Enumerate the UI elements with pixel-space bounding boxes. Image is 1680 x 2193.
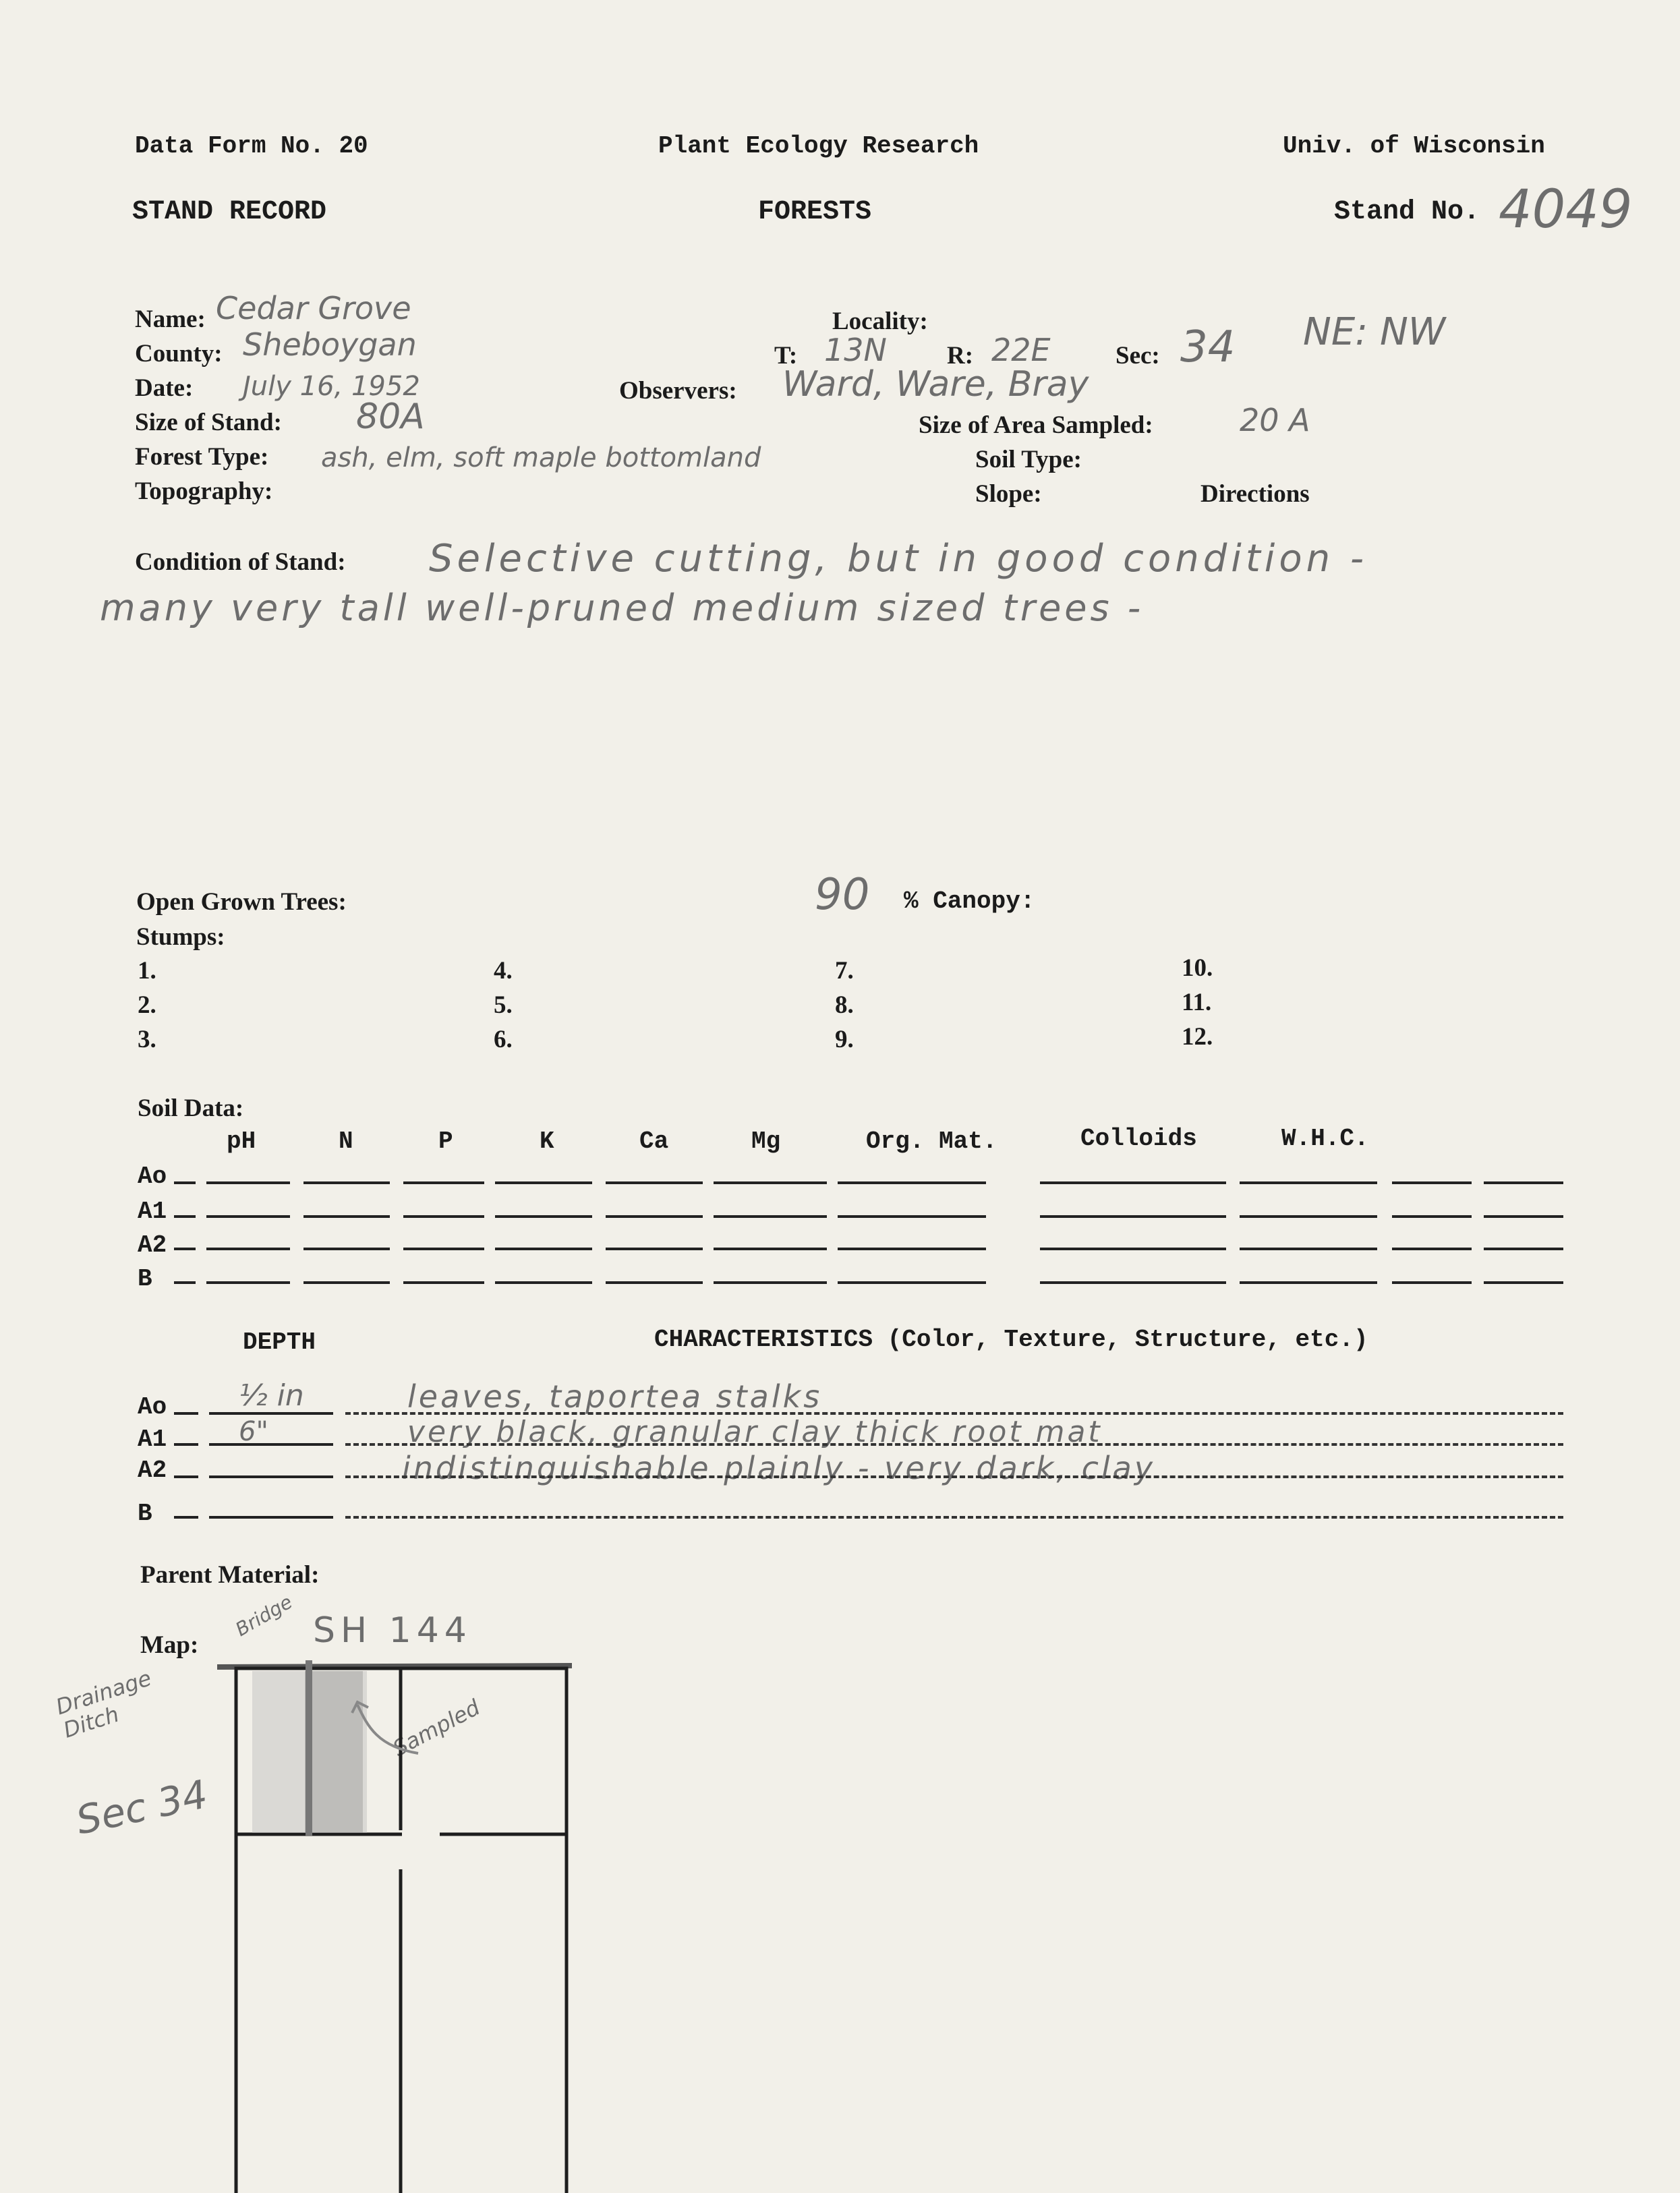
forest-type-value: ash, elm, soft maple bottomland bbox=[321, 442, 761, 473]
parent-material-label: Parent Material: bbox=[140, 1561, 320, 1589]
soil-col-ca: Ca bbox=[639, 1128, 669, 1155]
canopy-value: 90 bbox=[815, 870, 870, 920]
profile-text-a2: indistinguishable plainly - very dark, clay bbox=[402, 1450, 1156, 1486]
soil-col-whc: W.H.C. bbox=[1281, 1125, 1369, 1152]
size-label: Size of Stand: bbox=[135, 409, 282, 436]
condition-line-1: Selective cutting, but in good condition - bbox=[429, 537, 1368, 581]
soil-horizon-a2: A2 bbox=[138, 1231, 167, 1259]
stump-7: 7. bbox=[835, 957, 854, 985]
map-sampled-area bbox=[305, 1671, 363, 1833]
condition-label: Condition of Stand: bbox=[135, 548, 346, 576]
slope-label: Slope: bbox=[975, 480, 1042, 508]
soil-col-k: K bbox=[540, 1128, 554, 1155]
depth-header: DEPTH bbox=[243, 1328, 316, 1356]
open-grown-trees-label: Open Grown Trees: bbox=[136, 888, 347, 916]
map-section-label: Sec 34 bbox=[72, 1771, 212, 1844]
soil-horizon-ao: Ao bbox=[138, 1163, 167, 1190]
soil-col-n: N bbox=[339, 1128, 353, 1155]
form-number: Data Form No. 20 bbox=[135, 132, 368, 160]
date-label: Date: bbox=[135, 374, 194, 402]
soil-data-label: Soil Data: bbox=[138, 1094, 244, 1122]
profile-horizon-b: B bbox=[138, 1500, 152, 1527]
area-sampled-value: 20 A bbox=[1240, 402, 1310, 438]
stump-9: 9. bbox=[835, 1026, 854, 1053]
record-type: STAND RECORD bbox=[132, 197, 327, 227]
stump-6: 6. bbox=[494, 1026, 513, 1053]
profile-horizon-ao: Ao bbox=[138, 1393, 167, 1421]
quarter-section-value: NE: NW bbox=[1303, 310, 1446, 354]
map-sampled-label: Sampled bbox=[388, 1694, 484, 1761]
county-label: County: bbox=[135, 340, 223, 368]
stump-5: 5. bbox=[494, 991, 513, 1019]
map-road-label: SH 144 bbox=[313, 1610, 472, 1651]
profile-text-a1: very black, granular clay thick root mat bbox=[407, 1415, 1103, 1449]
profile-horizon-a1: A1 bbox=[138, 1426, 167, 1453]
soil-col-colloids: Colloids bbox=[1080, 1125, 1197, 1152]
stand-number-label: Stand No. bbox=[1334, 197, 1480, 227]
map-bridge-label: Bridge bbox=[231, 1590, 297, 1641]
stumps-label: Stumps: bbox=[136, 923, 225, 951]
characteristics-header: CHARACTERISTICS (Color, Texture, Structure, etc.) bbox=[654, 1326, 1368, 1353]
soil-col-ph: pH bbox=[227, 1128, 256, 1155]
county-value: Sheboygan bbox=[243, 326, 417, 363]
profile-horizon-a2: A2 bbox=[138, 1457, 167, 1484]
map-ditch-label: Drainage Ditch bbox=[53, 1665, 154, 1743]
soil-horizon-a1: A1 bbox=[138, 1198, 167, 1225]
profile-depth-a1: 6" bbox=[239, 1416, 268, 1447]
date-value: July 16, 1952 bbox=[243, 371, 420, 402]
name-value: Cedar Grove bbox=[216, 290, 411, 326]
township-value: 13N bbox=[824, 332, 887, 368]
university: Univ. of Wisconsin bbox=[1283, 132, 1545, 160]
soil-col-p: P bbox=[438, 1128, 453, 1155]
stump-2: 2. bbox=[138, 991, 156, 1019]
observers-value: Ward, Ware, Bray bbox=[782, 364, 1089, 405]
name-label: Name: bbox=[135, 305, 206, 333]
condition-line-2: many very tall well-pruned medium sized trees - bbox=[100, 587, 1145, 629]
range-label: R: bbox=[947, 342, 974, 370]
stand-number-value: 4049 bbox=[1499, 179, 1633, 240]
section-value: 34 bbox=[1180, 322, 1236, 372]
stump-3: 3. bbox=[138, 1026, 156, 1053]
stump-1: 1. bbox=[138, 957, 156, 985]
township-label: T: bbox=[774, 342, 798, 370]
profile-depth-ao: ½ in bbox=[239, 1378, 304, 1413]
stump-4: 4. bbox=[494, 957, 513, 985]
section-label: Sec: bbox=[1116, 342, 1160, 370]
topography-label: Topography: bbox=[135, 477, 273, 505]
soil-col-org-mat: Org. Mat. bbox=[866, 1128, 997, 1155]
forest-type-label: Forest Type: bbox=[135, 443, 269, 471]
size-value: 80A bbox=[356, 397, 425, 437]
profile-text-ao: leaves, taportea stalks bbox=[407, 1378, 823, 1415]
locality-label: Locality: bbox=[832, 308, 928, 335]
stump-11: 11. bbox=[1182, 989, 1212, 1016]
soil-horizon-b: B bbox=[138, 1265, 152, 1293]
program-title: Plant Ecology Research bbox=[658, 132, 979, 160]
map-label: Map: bbox=[140, 1631, 199, 1659]
area-sampled-label: Size of Area Sampled: bbox=[919, 411, 1153, 439]
soil-type-label: Soil Type: bbox=[975, 446, 1082, 473]
form-category: FORESTS bbox=[758, 197, 872, 227]
directions-label: Directions bbox=[1200, 480, 1310, 508]
canopy-label: % Canopy: bbox=[904, 887, 1035, 915]
stump-12: 12. bbox=[1182, 1023, 1213, 1051]
soil-col-mg: Mg bbox=[751, 1128, 781, 1155]
stump-10: 10. bbox=[1182, 954, 1213, 982]
range-value: 22E bbox=[991, 332, 1051, 368]
stump-8: 8. bbox=[835, 991, 854, 1019]
observers-label: Observers: bbox=[619, 377, 737, 405]
